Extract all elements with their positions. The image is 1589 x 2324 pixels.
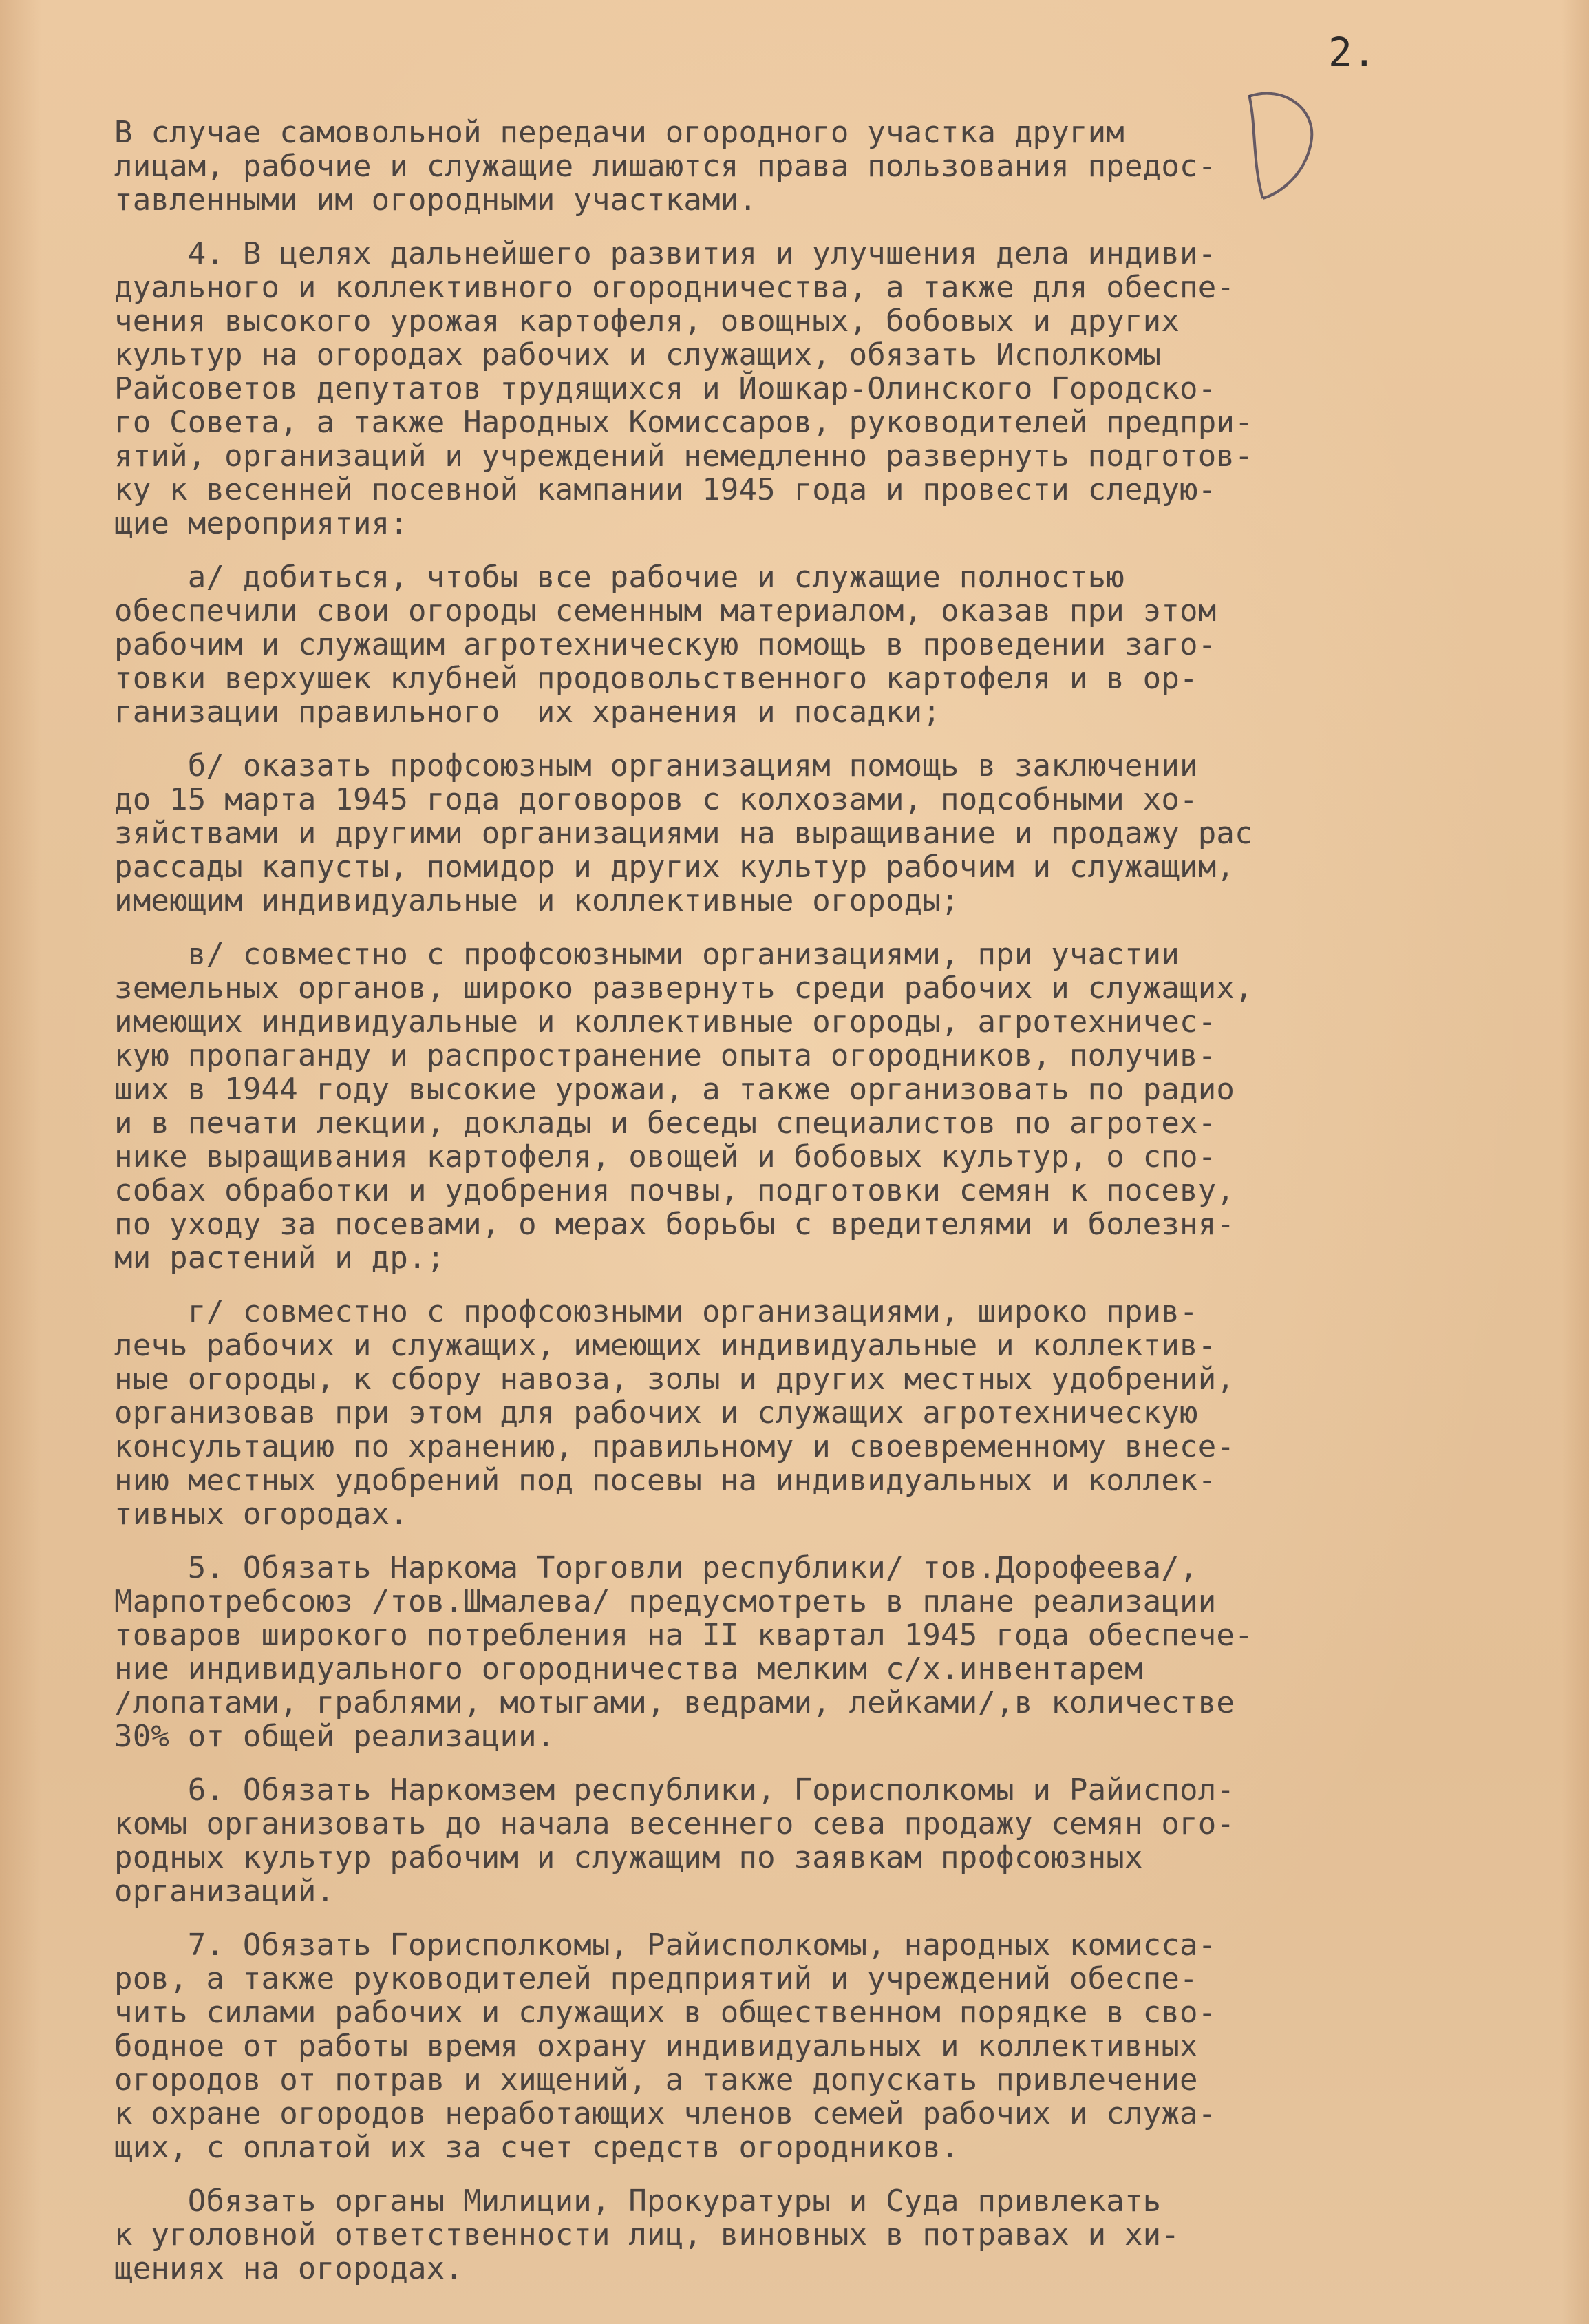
paragraph-p-7 xyxy=(114,1928,1511,2164)
text-line: ми растений и др.; xyxy=(114,1240,445,1276)
text-line: Райсоветов депутатов трудящихся и Йошкар-Олинского Городско- xyxy=(114,371,1217,406)
text-line: имеющих индивидуальные и коллективные огороды, агротехничес- xyxy=(114,1004,1217,1039)
text-line: организовав при этом для рабочих и служащих агротехническую xyxy=(114,1395,1198,1430)
text-line: тивных огородах. xyxy=(114,1497,409,1532)
text-line: кую пропаганду и распространение опыта огородников, получив- xyxy=(114,1038,1217,1073)
text-line: культур на огородах рабочих и служащих, обязать Исполкомы xyxy=(114,337,1162,372)
text-line: ние индивидуального огородничества мелким с/х.инвентарем xyxy=(114,1651,1143,1687)
text-line: родных культур рабочим и служащим по заявкам профсоюзных xyxy=(114,1840,1143,1875)
text-line: щие мероприятия: xyxy=(114,506,409,541)
text-line: до 15 марта 1945 года договоров с колхозами, подсобными хо- xyxy=(114,782,1198,817)
text-line: бодное от работы время охрану индивидуальных и коллективных xyxy=(114,2029,1198,2064)
text-line: б/ оказать профсоюзным организациям помощь в заключении xyxy=(114,748,1198,783)
text-line: 6. Обязать Наркомзем республики, Горисполкомы и Райиспол- xyxy=(114,1773,1235,1808)
text-line: по уходу за посевами, о мерах борьбы с вредителями и болезня- xyxy=(114,1207,1235,1242)
text-line: консультацию по хранению, правильному и своевременному внесе- xyxy=(114,1429,1235,1464)
text-line: 5. Обязать Наркома Торговли республики/ тов.Дорофеева/, xyxy=(114,1550,1198,1585)
text-line: щениях на огородах. xyxy=(114,2251,464,2286)
text-line: организаций. xyxy=(114,1874,335,1909)
paragraph-p-intro xyxy=(114,116,1511,217)
text-line: В случае самовольной передачи огородного участка другим xyxy=(114,115,1124,150)
text-line: Обязать органы Милиции, Прокуратуры и Суда привлекать xyxy=(114,2184,1162,2219)
text-line: к уголовной ответственности лиц, виновных в потравах и хи- xyxy=(114,2217,1180,2252)
text-line: 7. Обязать Горисполкомы, Райисполкомы, народных комисса- xyxy=(114,1927,1217,1963)
text-line: дуального и коллективного огородничества, а также для обеспе- xyxy=(114,270,1235,305)
text-line: Марпотребсоюз /тов.Шмалева/ предусмотреть в плане реализации xyxy=(114,1584,1217,1619)
text-line: ятий, организаций и учреждений немедленно развернуть подготов- xyxy=(114,439,1253,474)
text-line: зяйствами и другими организациями на выращивание и продажу рас xyxy=(114,816,1253,851)
text-line: лицам, рабочие и служащие лишаются права пользования предос- xyxy=(114,149,1217,184)
text-line: собах обработки и удобрения почвы, подготовки семян к посеву, xyxy=(114,1173,1235,1208)
text-line: лечь рабочих и служащих, имеющих индивидуальные и коллектив- xyxy=(114,1328,1217,1363)
text-line: ганизации правильного их хранения и посадки; xyxy=(114,695,941,730)
text-line: нию местных удобрений под посевы на индивидуальных и коллек- xyxy=(114,1463,1217,1498)
text-line: нике выращивания картофеля, овощей и бобовых культур, о спо- xyxy=(114,1139,1217,1174)
text-line: товаров широкого потребления на II квартал 1945 года обеспече- xyxy=(114,1618,1253,1653)
text-line: 4. В целях дальнейшего развития и улучшения дела индиви- xyxy=(114,236,1217,271)
text-line: /лопатами, граблями, мотыгами, ведрами, лейками/,в количестве xyxy=(114,1685,1235,1720)
text-line: чить силами рабочих и служащих в общественном порядке в сво- xyxy=(114,1995,1217,2030)
page-number: 2. xyxy=(1328,29,1376,76)
paragraph-p-v xyxy=(114,938,1511,1275)
text-line: огородов от потрав и хищений, а также допускать привлечение xyxy=(114,2062,1198,2098)
text-line: к охране огородов неработающих членов семей рабочих и служа- xyxy=(114,2096,1217,2131)
paragraph-p-4 xyxy=(114,237,1511,540)
text-line: рабочим и служащим агротехническую помощь в проведении заго- xyxy=(114,627,1217,662)
paragraph-p-final xyxy=(114,2184,1511,2285)
text-line: чения высокого урожая картофеля, овощных, бобовых и других xyxy=(114,304,1180,339)
text-line: товки верхушек клубней продовольственного картофеля и в ор- xyxy=(114,661,1198,696)
text-line: тавленными им огородными участками. xyxy=(114,182,758,218)
text-line: обеспечили свои огороды семенным материалом, оказав при этом xyxy=(114,593,1217,628)
paragraph-p-g xyxy=(114,1295,1511,1531)
text-line: г/ совместно с профсоюзными организациями, широко прив- xyxy=(114,1294,1198,1329)
text-line: го Совета, а также Народных Комиссаров, руководителей предпри- xyxy=(114,405,1253,440)
text-line: а/ добиться, чтобы все рабочие и служащие полностью xyxy=(114,560,1124,595)
paragraph-p-a xyxy=(114,560,1511,729)
text-line: и в печати лекции, доклады и беседы специалистов по агротех- xyxy=(114,1106,1217,1141)
document-body xyxy=(114,116,1511,2285)
text-line: 30% от общей реализации. xyxy=(114,1719,555,1754)
paragraph-p-5 xyxy=(114,1551,1511,1753)
text-line: в/ совместно с профсоюзными организациями, при участии xyxy=(114,937,1180,972)
text-line: рассады капусты, помидор и других культур рабочим и служащим, xyxy=(114,849,1235,885)
paragraph-p-b xyxy=(114,749,1511,918)
text-line: комы организовать до начала весеннего сева продажу семян ого- xyxy=(114,1806,1235,1841)
text-line: имеющим индивидуальные и коллективные огороды; xyxy=(114,883,959,918)
paragraph-p-6 xyxy=(114,1773,1511,1908)
text-line: ку к весенней посевной кампании 1945 года и провести следую- xyxy=(114,472,1217,507)
text-line: земельных органов, широко развернуть среди рабочих и служащих, xyxy=(114,971,1253,1006)
text-line: ров, а также руководителей предприятий и учреждений обеспе- xyxy=(114,1961,1198,1996)
text-line: ших в 1944 году высокие урожаи, а также организовать по радио xyxy=(114,1072,1235,1107)
text-line: ные огороды, к сбору навоза, золы и других местных удобрений, xyxy=(114,1362,1235,1397)
text-line: щих, с оплатой их за счет средств огородников. xyxy=(114,2130,959,2165)
